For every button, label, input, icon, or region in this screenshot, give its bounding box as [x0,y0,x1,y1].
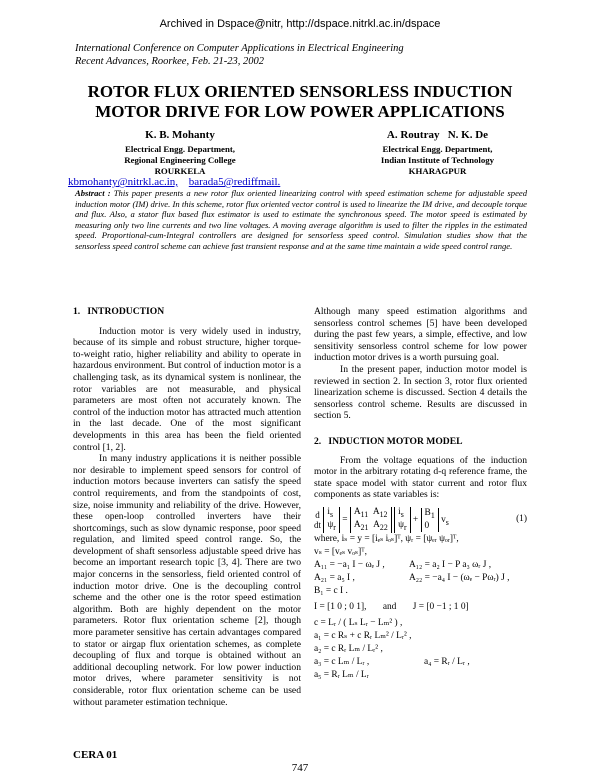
a5-definition: a₅ = Rᵣ Lₘ / Lᵣ [314,669,369,680]
paper-title [0,82,600,122]
email-link-2[interactable]: barada5@rediffmail. [188,176,281,188]
conference-line-1: International Conference on Computer Applications in Electrical Engineering [75,43,404,54]
abstract-label: Abstract : [75,188,111,198]
i-j-definition: I = [1 0 ; 0 1], and J = [0 −1 ; 1 0] [314,601,469,612]
author-affiliation-left-1: Electrical Engg. Department, [125,144,235,154]
equation-number: (1) [516,514,527,525]
conference-line-2: Recent Advances, Roorkee, Feb. 21-23, 2002 [75,56,265,67]
title-line-1: ROTOR FLUX ORIENTED SENSORLESS INDUCTION [87,82,513,101]
right-paragraph-1: Although many speed estimation algorithms and sensorless control schemes [5] have been developed during the past few years, a simple, effective, and low sensitivity sensorless control scheme for low power induction motor drives is a worth pursuing goal. [314,306,527,364]
left-column [73,306,301,708]
author-affiliation-right-1: Electrical Engg. Department, [382,144,493,154]
author-name-left: K. B. Mohanty [145,129,215,141]
a21-definition: A₂₁ = a₅ I , [314,572,355,583]
right-column [314,306,527,682]
equation-block [314,507,527,682]
a2-definition: a₂ = c Rᵣ Lₘ / Lᵣ² , [314,643,383,654]
intro-paragraph-1: Induction motor is very widely used in industry, because of its simple and robust structure, higher torque-to-weight ratio, higher reliability and ability to operate in hazardous environment. But control of induction motor is a challenging task, as its dynamical system is nonlinear, the rotor variables are not measurable, and physical parameters are most often not accurately known. The control of the induction motor has attracted much attention in the last decade. One of the most significant developments in this area has been the field oriented control [1, 2]. [73,325,301,453]
a4-definition: a₄ = Rᵣ / Lᵣ , [424,656,470,667]
conference-info [75,42,404,68]
footer-label: CERA 01 [73,749,118,761]
a22-definition: A₂₂ = −a₄ I − (ωₑ − Pωᵣ) J , [409,572,510,583]
abstract-text: This paper presents a new rotor flux oriented linearizing control with speed estimation scheme for adjustable speed induction motor (IM) drive. In this scheme, rotor flux oriented vector control is used to linearize the IM drive, and decouple torque and flux. Also, a stator flux based flux estimator is used to estimate the synchronous speed. The motor speed is estimated by measuring only two line currents and two line voltages. A moving average algorithm is used to filter the ripples in the estimated speed. Proportional-cum-Integral controllers are designed for sensorless speed control. Simulation studies show that the sensorless speed control scheme can achieve fast transient response and at the same time maintain a wide speed control range. [75,188,527,251]
author-block-right [355,130,520,177]
archive-note: Archived in Dspace@nitr, http://dspace.nitrkl.ac.in/dspace [159,18,441,30]
state-equation [314,507,527,533]
section-1-heading: 1. INTRODUCTION [73,306,165,317]
state-equation-body: d dt $i_s$ $\psi_r = A_{11}$ $A_{12}$ $A_{21}$ $A_{22}$ $i_s$ $\psi_r + B_1$ 0 $v_s$ [314,506,449,532]
author-block-left [100,130,260,177]
page-number: 747 [291,762,309,774]
author-affiliation-left-2: Regional Engineering College [124,155,236,165]
a21-a22-row [314,572,527,585]
c-definition: c = Lᵣ / ( Lₛ Lᵣ − Lₘ² ) , [314,617,403,628]
a11-definition: A₁₁ = −a₁ I − ωₑ J , [314,559,385,570]
vs-definition: vₛ = [vₑₛ vₒₛ]ᵀ, [314,546,367,557]
a3-definition: a₃ = c Lₘ / Lᵣ , [314,656,370,667]
author-affiliation-left-3: ROURKELA [154,166,206,176]
author-name-right: A. Routray N. K. De [386,129,489,141]
where-line: where, iₛ = y = [iₑₛ iₒₛ]ᵀ, ψᵣ = [ψₑᵣ ψₒᵣ]ᵀ, [314,533,459,544]
a1-definition: a₁ = c Rₛ + c Rᵣ Lₘ² / Lᵣ² , [314,630,412,641]
model-paragraph: From the voltage equations of the induction motor in the arbitrary rotating d-q reference frame, the state space model with stator current and rotor flux components as state variables is: [314,454,527,501]
section-2-heading: 2. INDUCTION MOTOR MODEL [314,435,463,447]
email-link-1[interactable]: kbmohanty@nitrkl.ac.in, [68,176,179,188]
right-paragraph-2: In the present paper, induction motor model is reviewed in section 2. In section 3, rotor flux oriented linearization scheme is discussed. Section 4 details the sensorless control scheme. Results are discussed in section 5. [314,363,527,422]
a3-a4-row [314,656,527,669]
author-affiliation-right-2: Indian Institute of Technology [380,155,495,165]
a12-definition: A₁₂ = a₂ I − P a₃ ωᵣ J , [409,559,492,570]
author-emails [68,176,288,188]
a11-a12-row [314,559,527,572]
intro-paragraph-2: In many industry applications it is neither possible nor desirable to implement speed sensors for control of induction motors because inverters can satisfy the speed control requirements, and from the standpoints of cost, size, noise immunity and reliability of the drive. However, these open-loop controlled inverters have their shortcomings, such as slow dynamic response, poor speed regulation, and limited speed control range. So, the development of shaft sensorless adjustable speed drive has become an important research topic [3, 4]. There are two major concerns in the sensorless, field oriented control of induction motor drive. One is the decoupling control scheme and the other one is the rotor speed estimation algorithm. Both are highly dependent on the motor parameters. Rotor flux orientation scheme [2], though more parameter sensitive has certain advantages compared to stator or airgap flux orientation schemes, as complete decoupling of flux and torque is obtained without an additional decoupling network. For low power induction motor drives, where parameter sensitivity is not considerable, rotor flux orientation scheme can be used without parameter estimation technique. [73,453,301,708]
b1-definition: B₁ = c I . [314,585,348,596]
title-line-2: MOTOR DRIVE FOR LOW POWER APPLICATIONS [95,102,505,121]
author-affiliation-right-3: KHARAGPUR [408,166,467,176]
abstract [75,188,527,251]
